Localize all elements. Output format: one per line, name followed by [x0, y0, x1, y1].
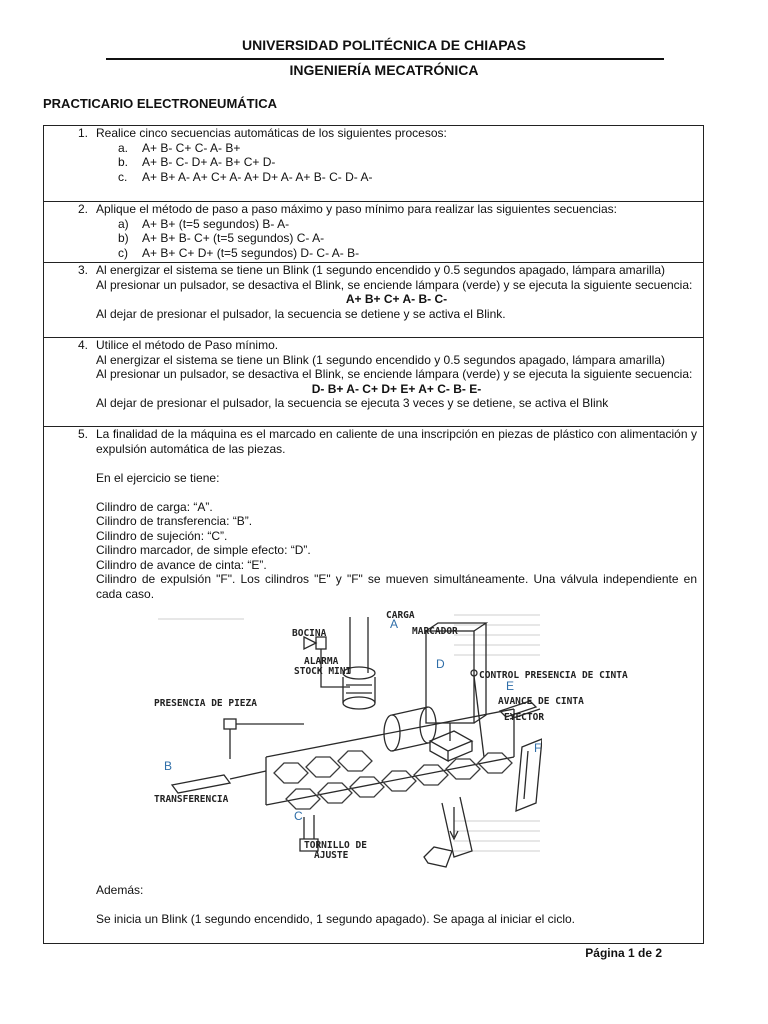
item-number: 4. [77, 338, 88, 352]
machine-diagram [154, 607, 628, 879]
cylinder-item: Cilindro de sujeción: “C”. [96, 528, 228, 543]
letter-e: E [506, 679, 515, 693]
label-tornillo: TORNILLO DE [304, 840, 367, 851]
item-text: Al presionar un pulsador, se desactiva el Blink, se enciende lámpara (verde) y se ejecuta la siguiente secuencia: [96, 367, 693, 381]
sequence-text: D- B+ A- C+ D+ E+ A+ C- B- E- [311, 381, 482, 396]
sub-item: a. A+ B- C+ C- A- B+ [118, 140, 241, 155]
letter-b: B [164, 759, 173, 773]
table-row [44, 338, 704, 427]
item-text: En el ejercicio se tiene: [96, 470, 220, 485]
table-row [44, 126, 704, 202]
table-row [44, 263, 704, 338]
cylinder-item: Cilindro de carga: “A”. [96, 499, 213, 514]
label-marcador: MARCADOR [412, 626, 458, 637]
item-text: Al energizar el sistema se tiene un Blink (1 segundo encendido y 0.5 segundos apagado, lámpara amarilla) [96, 263, 666, 277]
label-presencia-pieza: PRESENCIA DE PIEZA [154, 698, 257, 709]
item-number: 1. [77, 126, 88, 140]
letter-d: D [436, 657, 445, 671]
cylinder-item: Cilindro de avance de cinta: “E”. [96, 557, 267, 572]
list-item [44, 263, 703, 321]
list-item [44, 202, 703, 260]
item-number: 3. [77, 263, 88, 277]
item-number: 2. [77, 202, 88, 216]
label-control-presencia: CONTROL PRESENCIA DE CINTA [479, 670, 628, 681]
cylinder-item: Cilindro de expulsión "F". Los cilindros "E" y "F" se mueven simultáneamente. Una válvula independiente en cada caso. [96, 572, 697, 601]
label-transferencia: TRANSFERENCIA [154, 794, 229, 805]
item-text: Realice cinco secuencias automáticas de los siguientes procesos: [96, 126, 447, 140]
label-ajuste: AJUSTE [314, 850, 349, 861]
item-text: Al dejar de presionar el pulsador, la secuencia se detiene y se activa el Blink. [96, 306, 506, 321]
cylinder-item: Cilindro marcador, de simple efecto: “D”. [96, 543, 311, 557]
table-row [44, 202, 704, 263]
sequence-text: A+ B+ C+ A- B- C- [345, 292, 448, 306]
cylinder-item: Cilindro de transferencia: “B”. [96, 514, 253, 528]
list-item [44, 883, 703, 927]
item-text: Al presionar un pulsador, se desactiva el Blink, se enciende lámpara (verde) y se ejecuta la siguiente secuencia: [96, 277, 693, 292]
label-bocina: BOCINA [292, 628, 327, 639]
page-number: Página 1 de 2 [585, 946, 662, 960]
letter-f: F [534, 741, 542, 755]
list-item [44, 427, 703, 601]
program-title: INGENIERÍA MECATRÓNICA [289, 62, 479, 78]
label-stock-mini: STOCK MINI [294, 666, 352, 677]
label-alarma: ALARMA [304, 656, 339, 667]
item-number: 5. [77, 427, 88, 441]
item-text: Se inicia un Blink (1 segundo encendido, 1 segundo apagado). Se apaga al iniciar el ciclo. [96, 912, 575, 926]
sub-item: c. A+ B+ A- A+ C+ A- A+ D+ A- A+ B- C- D- A- [118, 169, 373, 184]
item-text: Al dejar de presionar el pulsador, la secuencia se ejecuta 3 veces y se detiene, se activa el Blink [96, 396, 609, 410]
sub-item: b) A+ B+ B- C+ (t=5 segundos) C- A- [118, 231, 325, 245]
label-eyector: EYECTOR [504, 712, 545, 723]
table-row [44, 427, 704, 944]
list-item [44, 126, 703, 184]
item-text: La finalidad de la máquina es el marcado en caliente de una inscripción en piezas de plástico con alimentación y expulsión automática de las piezas. [96, 427, 697, 456]
label-avance-cinta: AVANCE DE CINTA [498, 696, 584, 707]
exercise-table [43, 125, 704, 944]
sub-item: a) A+ B+ (t=5 segundos) B- A- [118, 216, 290, 231]
university-title: UNIVERSIDAD POLITÉCNICA DE CHIAPAS [242, 37, 526, 53]
item-text: Utilice el método de Paso mínimo. [96, 338, 279, 352]
item-text: Al energizar el sistema se tiene un Blink (1 segundo encendido y 0.5 segundos apagado, lámpara amarilla) [96, 352, 666, 367]
sub-item: b. A+ B- C- D+ A- B+ C+ D- [118, 155, 276, 169]
letter-c: C [294, 809, 303, 823]
sub-item: c) A+ B+ C+ D+ (t=5 segundos) D- C- A- B- [118, 245, 360, 260]
section-title: PRACTICARIO ELECTRONEUMÁTICA [43, 96, 277, 111]
letter-a: A [390, 617, 399, 631]
label-carga: CARGA [386, 610, 415, 621]
item-text: Aplique el método de paso a paso máximo y paso mínimo para realizar las siguientes secuencias: [96, 202, 617, 216]
list-item [44, 338, 703, 411]
item-text: Además: [96, 883, 144, 897]
header-rule [106, 58, 664, 60]
